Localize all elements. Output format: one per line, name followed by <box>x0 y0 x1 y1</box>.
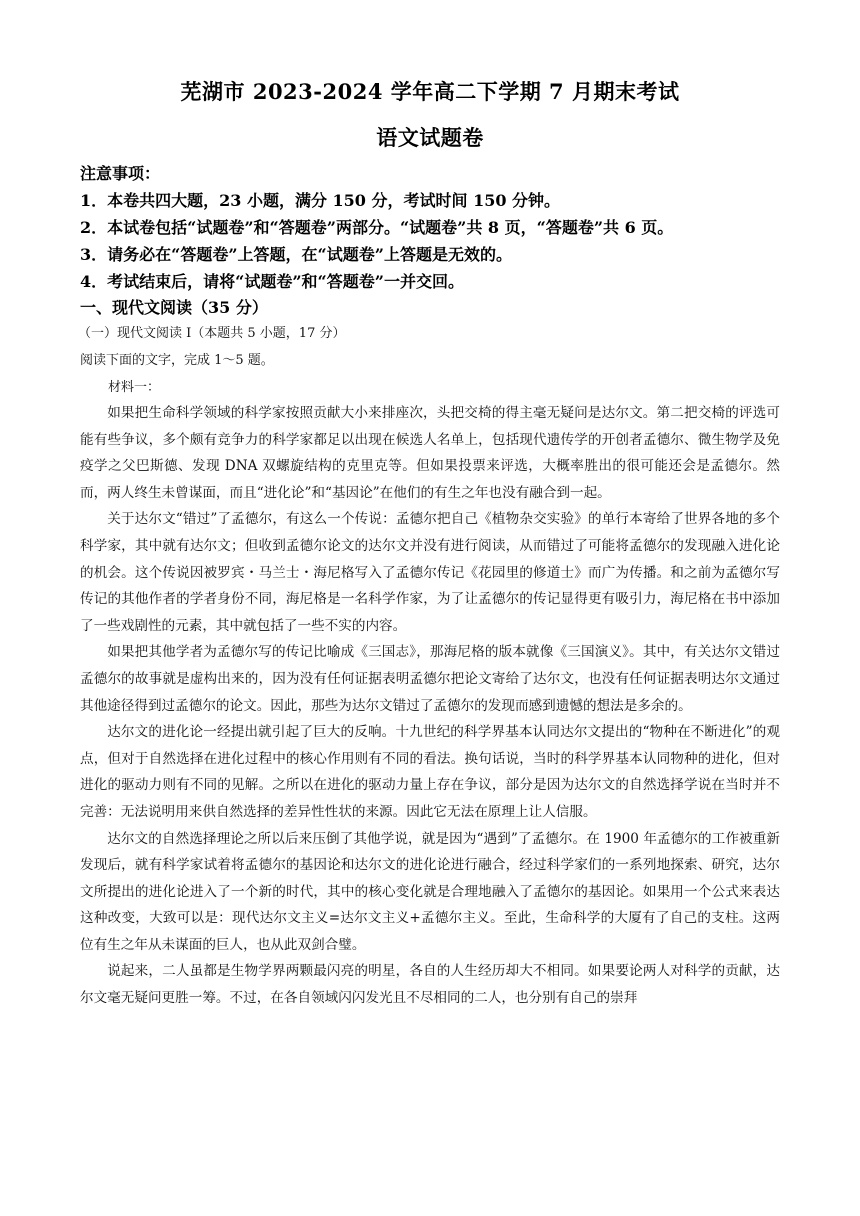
reading-instruction: 阅读下面的文字，完成 1～5 题。 <box>80 353 274 368</box>
note-item: 4．考试结束后，请将“试题卷”和“答题卷”一并交回。 <box>80 272 464 291</box>
note-item: 1．本卷共四大题，23 小题，满分 150 分，考试时间 150 分钟。 <box>80 191 561 210</box>
passage-paragraph: 达尔文的进化论一经提出就引起了巨大的反响。十九世纪的科学界基本认同达尔文提出的“物种在不断进化”的观点，但对于自然选择在进化过程中的核心作用则有不同的看法。换句话说，当时的科学界基本认同物种的进化，但对进化的驱动力则有不同的见解。之所以在进化的驱动力量上存在争议，部分是因为达尔文的自然选择学说在当时并不完善：无法说明用来供自然选择的差异性性状的来源。因此它无法在原理上让人信服。 <box>80 724 780 820</box>
passage-body <box>80 400 780 1012</box>
section-heading: 一、现代文阅读（35 分） <box>80 298 268 317</box>
note-item: 3．请务必在“答题卷”上答题，在“试题卷”上答题是无效的。 <box>80 245 512 264</box>
passage-paragraph: 说起来，二人虽都是生物学界两颗最闪亮的明星，各自的人生经历却大不相同。如果要论两人对科学的贡献，达尔文毫无疑问更胜一筹。不过，在各自领域闪闪发光且不尽相同的二人，也分别有自己的崇拜 <box>80 963 780 1007</box>
exam-title: 芜湖市 2023-2024 学年高二下学期 7 月期末考试 <box>180 79 680 104</box>
note-item: 2．本试卷包括“试题卷”和“答题卷”两部分。“试题卷”共 8 页，“答题卷”共 6 页。 <box>80 218 674 237</box>
material-label: 材料一： <box>108 380 161 395</box>
notes-block <box>80 160 780 295</box>
exam-subtitle: 语文试题卷 <box>376 125 484 150</box>
passage-paragraph: 如果把生命科学领域的科学家按照贡献大小来排座次，头把交椅的得主毫无疑问是达尔文。第二把交椅的评选可能有些争议，多个颇有竞争力的科学家都足以出现在候选人名单上，包括现代遗传学的开创者孟德尔、微生物学及免疫学之父巴斯德、发现 DNA 双螺旋结构的克里克等。但如果投票来评选，大概率胜出的很可能还会是孟德尔。然而，两人终生未曾谋面，而且“进化论”和“基因论”在他们的有生之年也没有融合到一起。 <box>80 405 780 501</box>
passage-paragraph: 如果把其他学者为孟德尔写的传记比喻成《三国志》，那海尼格的版本就像《三国演义》。其中，有关达尔文错过孟德尔的故事就是虚构出来的，因为没有任何证据表明孟德尔把论文寄给了达尔文，也没有任何证据表明达尔文通过其他途径得到过孟德尔的论文。因此，那些为达尔文错过了孟德尔的发现而感到遗憾的想法是多余的。 <box>80 644 780 714</box>
notes-heading: 注意事项： <box>80 164 161 183</box>
passage-paragraph: 达尔文的自然选择理论之所以后来压倒了其他学说，就是因为“遇到”了孟德尔。在 1900 年孟德尔的工作被重新发现后，就有科学家试着将孟德尔的基因论和达尔文的进化论进行融合，经过科学家们的一系列地探索、研究，达尔文所提出的进化论进入了一个新的时代，其中的核心变化就是合理地融入了孟德尔的基因论。如果用一个公式来表达这种改变，大致可以是：现代达尔文主义=达尔文主义+孟德尔主义。至此，生命科学的大厦有了自己的支柱。这两位有生之年从未谋面的巨人，也从此双剑合璧。 <box>80 830 780 953</box>
section-subheading: （一）现代文阅读 I（本题共 5 小题，17 分） <box>78 326 346 341</box>
passage-paragraph: 关于达尔文“错过”了孟德尔，有这么一个传说：孟德尔把自己《植物杂交实验》的单行本寄给了世界各地的多个科学家，其中就有达尔文；但收到孟德尔论文的达尔文并没有进行阅读，从而错过了可能将孟德尔的发现融入进化论的机会。这个传说因被罗宾・马兰士・海尼格写入了孟德尔传记《花园里的修道士》而广为传播。和之前为孟德尔写传记的其他作者的学者身份不同，海尼格是一名科学作家，为了让孟德尔的传记显得更有吸引力，海尼格在书中添加了一些戏剧性的元素，其中就包括了一些不实的内容。 <box>80 511 780 634</box>
